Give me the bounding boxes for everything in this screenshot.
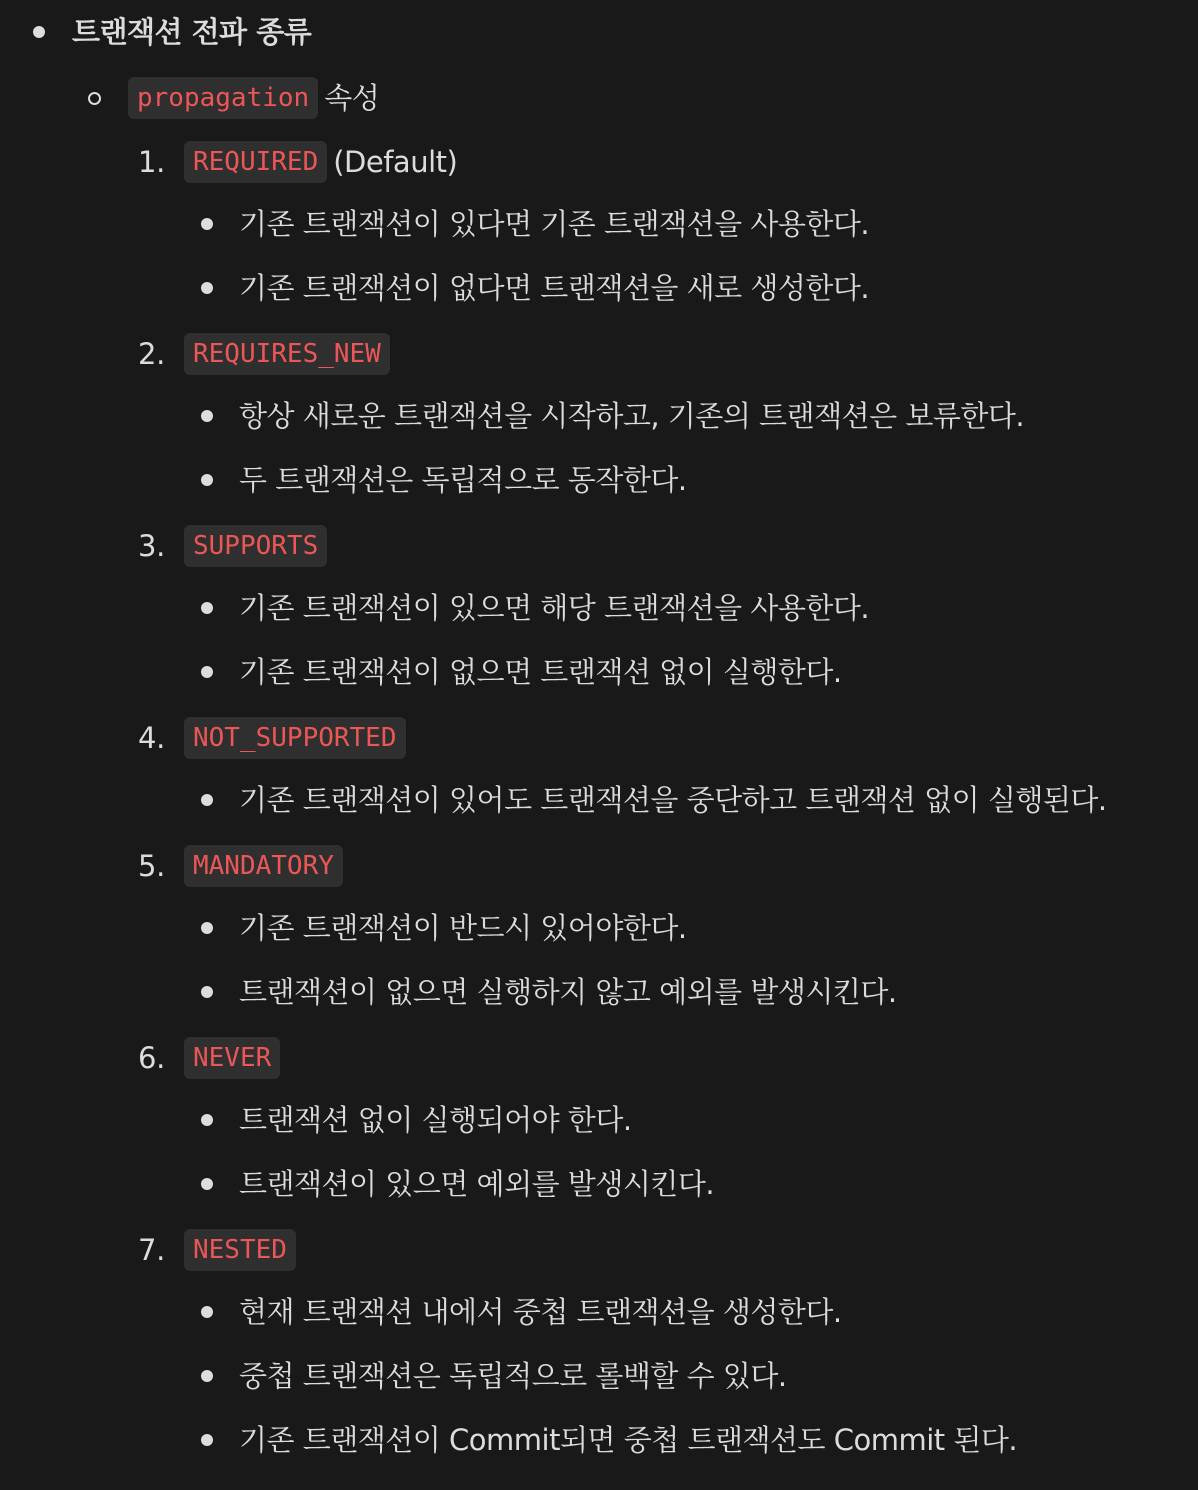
- heading-row: [72, 10, 311, 54]
- bullet-icon: [201, 1178, 213, 1190]
- bullet-icon: [201, 1370, 213, 1382]
- bullet-icon: [201, 474, 213, 486]
- list-item: [184, 844, 349, 888]
- list-item: [239, 906, 687, 950]
- bullet-icon: [201, 794, 213, 806]
- bullet-text: 트랜잭션이 있으면 예외를 발생시킨다.: [239, 1167, 715, 1201]
- list-item: [184, 524, 333, 568]
- subheading-suffix: 속성: [324, 81, 380, 115]
- bullet-text: 기존 트랜잭션이 Commit되면 중첩 트랜잭션도 Commit 된다.: [239, 1423, 1018, 1457]
- inline-code: SUPPORTS: [184, 525, 327, 567]
- list-item: [184, 332, 396, 376]
- list-item: [239, 266, 869, 310]
- bullet-icon: [201, 410, 213, 422]
- bullet-text: 현재 트랜잭션 내에서 중첩 트랜잭션을 생성한다.: [239, 1295, 842, 1329]
- bullet-text: 중첩 트랜잭션은 독립적으로 롤백할 수 있다.: [239, 1359, 787, 1393]
- hollow-bullet-icon: [88, 92, 101, 105]
- bullet-text: 기존 트랜잭션이 반드시 있어야한다.: [239, 911, 687, 945]
- inline-code: REQUIRES_NEW: [184, 333, 390, 375]
- bullet-icon: [201, 602, 213, 614]
- list-item: [184, 716, 412, 760]
- bullet-icon: [201, 1434, 213, 1446]
- list-item: [239, 970, 897, 1014]
- list-item: [239, 1098, 632, 1142]
- bullet-icon: [201, 986, 213, 998]
- inline-code: NESTED: [184, 1229, 296, 1271]
- item-suffix: (Default): [333, 145, 458, 179]
- bullet-icon: [201, 218, 213, 230]
- bullet-icon: [33, 26, 45, 38]
- list-item: [184, 140, 457, 184]
- list-item: [239, 586, 869, 630]
- list-item: [239, 394, 1024, 438]
- list-item: [239, 458, 687, 502]
- list-item: [239, 1162, 714, 1206]
- inline-code: NOT_SUPPORTED: [184, 717, 406, 759]
- list-item: [239, 650, 842, 694]
- list-item: [184, 1036, 286, 1080]
- bullet-text: 기존 트랜잭션이 있어도 트랜잭션을 중단하고 트랜잭션 없이 실행된다.: [239, 783, 1107, 817]
- bullet-text: 두 트랜잭션은 독립적으로 동작한다.: [239, 463, 687, 497]
- bullet-text: 트랜잭션 없이 실행되어야 한다.: [239, 1103, 632, 1137]
- list-number: 4.: [138, 721, 166, 755]
- list-number: 5.: [138, 849, 166, 883]
- bullet-icon: [201, 1114, 213, 1126]
- list-item: [239, 1290, 842, 1334]
- bullet-icon: [201, 1306, 213, 1318]
- list-item: [239, 778, 1107, 822]
- section-heading: 트랜잭션 전파 종류: [72, 15, 312, 49]
- list-number: 2.: [138, 337, 166, 371]
- list-item: [239, 202, 869, 246]
- bullet-icon: [201, 922, 213, 934]
- inline-code: MANDATORY: [184, 845, 343, 887]
- list-item: [239, 1418, 1017, 1462]
- inline-code: propagation: [128, 77, 318, 119]
- list-item: [184, 1228, 302, 1272]
- inline-code: REQUIRED: [184, 141, 327, 183]
- bullet-text: 기존 트랜잭션이 없다면 트랜잭션을 새로 생성한다.: [239, 271, 870, 305]
- list-number: 3.: [138, 529, 166, 563]
- bullet-text: 기존 트랜잭션이 있다면 기존 트랜잭션을 사용한다.: [239, 207, 870, 241]
- list-number: 1.: [138, 145, 166, 179]
- bullet-icon: [201, 282, 213, 294]
- list-number: 6.: [138, 1041, 166, 1075]
- bullet-text: 기존 트랜잭션이 없으면 트랜잭션 없이 실행한다.: [239, 655, 842, 689]
- bullet-text: 항상 새로운 트랜잭션을 시작하고, 기존의 트랜잭션은 보류한다.: [239, 399, 1025, 433]
- bullet-text: 트랜잭션이 없으면 실행하지 않고 예외를 발생시킨다.: [239, 975, 897, 1009]
- list-number: 7.: [138, 1233, 166, 1267]
- subheading-row: [128, 76, 379, 120]
- list-item: [239, 1354, 787, 1398]
- bullet-text: 기존 트랜잭션이 있으면 해당 트랜잭션을 사용한다.: [239, 591, 870, 625]
- bullet-icon: [201, 666, 213, 678]
- inline-code: NEVER: [184, 1037, 280, 1079]
